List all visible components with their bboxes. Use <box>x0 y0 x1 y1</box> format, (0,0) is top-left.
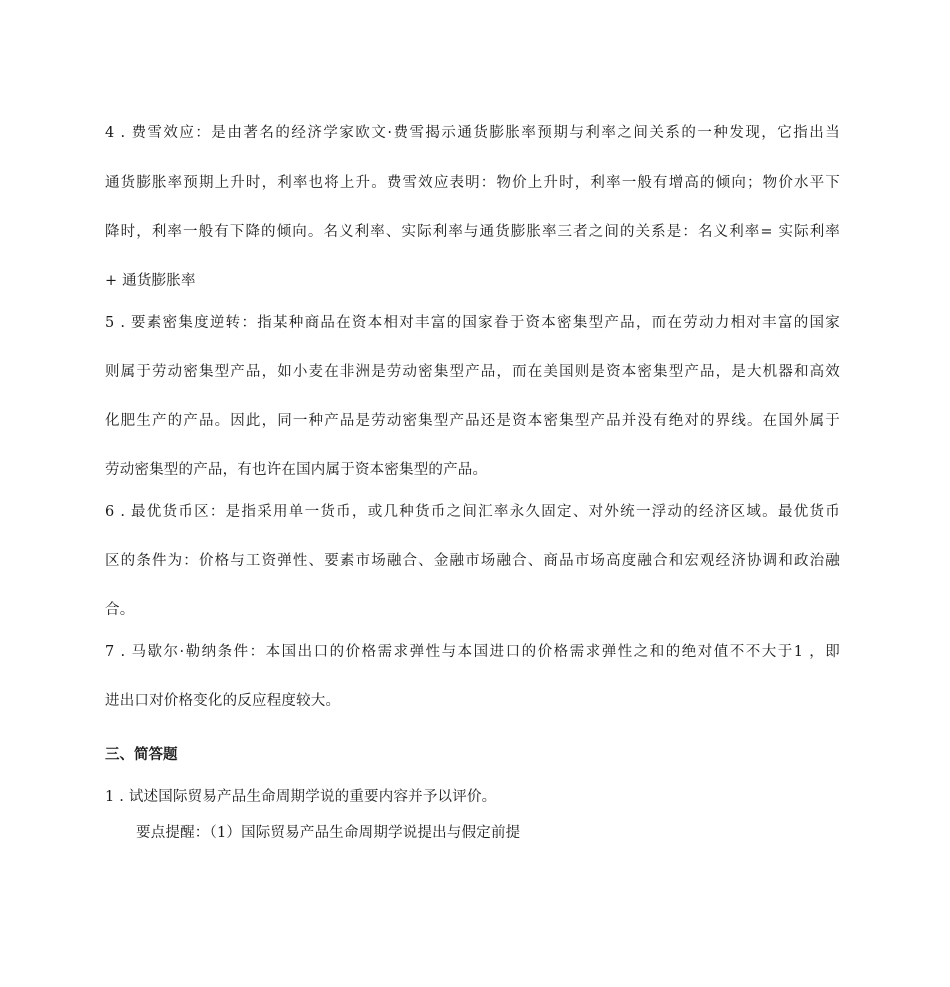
section-heading: 三、简答题 <box>105 747 178 763</box>
item-5-line-1: 5 . 要素密集度逆转：指某种商品在资本相对丰富的国家眷于资本密集型产品，而在劳动力相对丰富的国家 <box>105 315 840 331</box>
item-5-line-2: 则属于劳动密集型产品，如小麦在非洲是劳动密集型产品，而在美国则是资本密集型产品，是大机器和高效 <box>105 364 840 380</box>
item-4-line-3: 降时，利率一般有下降的倾向。名义利率、实际利率与通货膨胀率三者之间的关系是：名义利率= 实际利率 <box>105 224 840 240</box>
item-5-line-4: 劳动密集型的产品，有也许在国内属于资本密集型的产品。 <box>105 462 488 478</box>
item-5-line-3: 化肥生产的产品。因此，同一种产品是劳动密集型产品还是资本密集型产品并没有绝对的界线。在国外属于 <box>105 413 840 429</box>
item-4-line-2: 通货膨胀率预期上升时，利率也将上升。费雪效应表明：物价上升时，利率一般有增高的倾向；物价水平下 <box>105 175 840 191</box>
item-6-line-2: 区的条件为：价格与工资弹性、要素市场融合、金融市场融合、商品市场高度融合和宏观经济协调和政治融 <box>105 553 840 569</box>
item-7-line-1: 7 . 马歇尔·勒纳条件：本国出口的价格需求弹性与本国进口的价格需求弹性之和的绝对值不不大于1 ，即 <box>105 644 840 660</box>
item-4-line-1: 4 . 费雪效应：是由著名的经济学家欧文·费雪揭示通货膨胀率预期与利率之间关系的一种发现，它指出当 <box>105 125 840 141</box>
item-6-line-1: 6 . 最优货币区：是指采用单一货币，或几种货币之间汇率永久固定、对外统一浮动的经济区域。最优货币 <box>105 504 840 520</box>
question-1: 1 . 试述国际贸易产品生命周期学说的重要内容并予以评价。 <box>105 789 497 805</box>
question-1-hint: 要点提醒：（1）国际贸易产品生命周期学说提出与假定前提 <box>136 825 521 841</box>
item-6-line-3: 合。 <box>105 602 135 618</box>
item-4-line-4: + 通货膨胀率 <box>105 273 196 289</box>
item-7-line-2: 进出口对价格变化的反应程度较大。 <box>105 693 341 709</box>
